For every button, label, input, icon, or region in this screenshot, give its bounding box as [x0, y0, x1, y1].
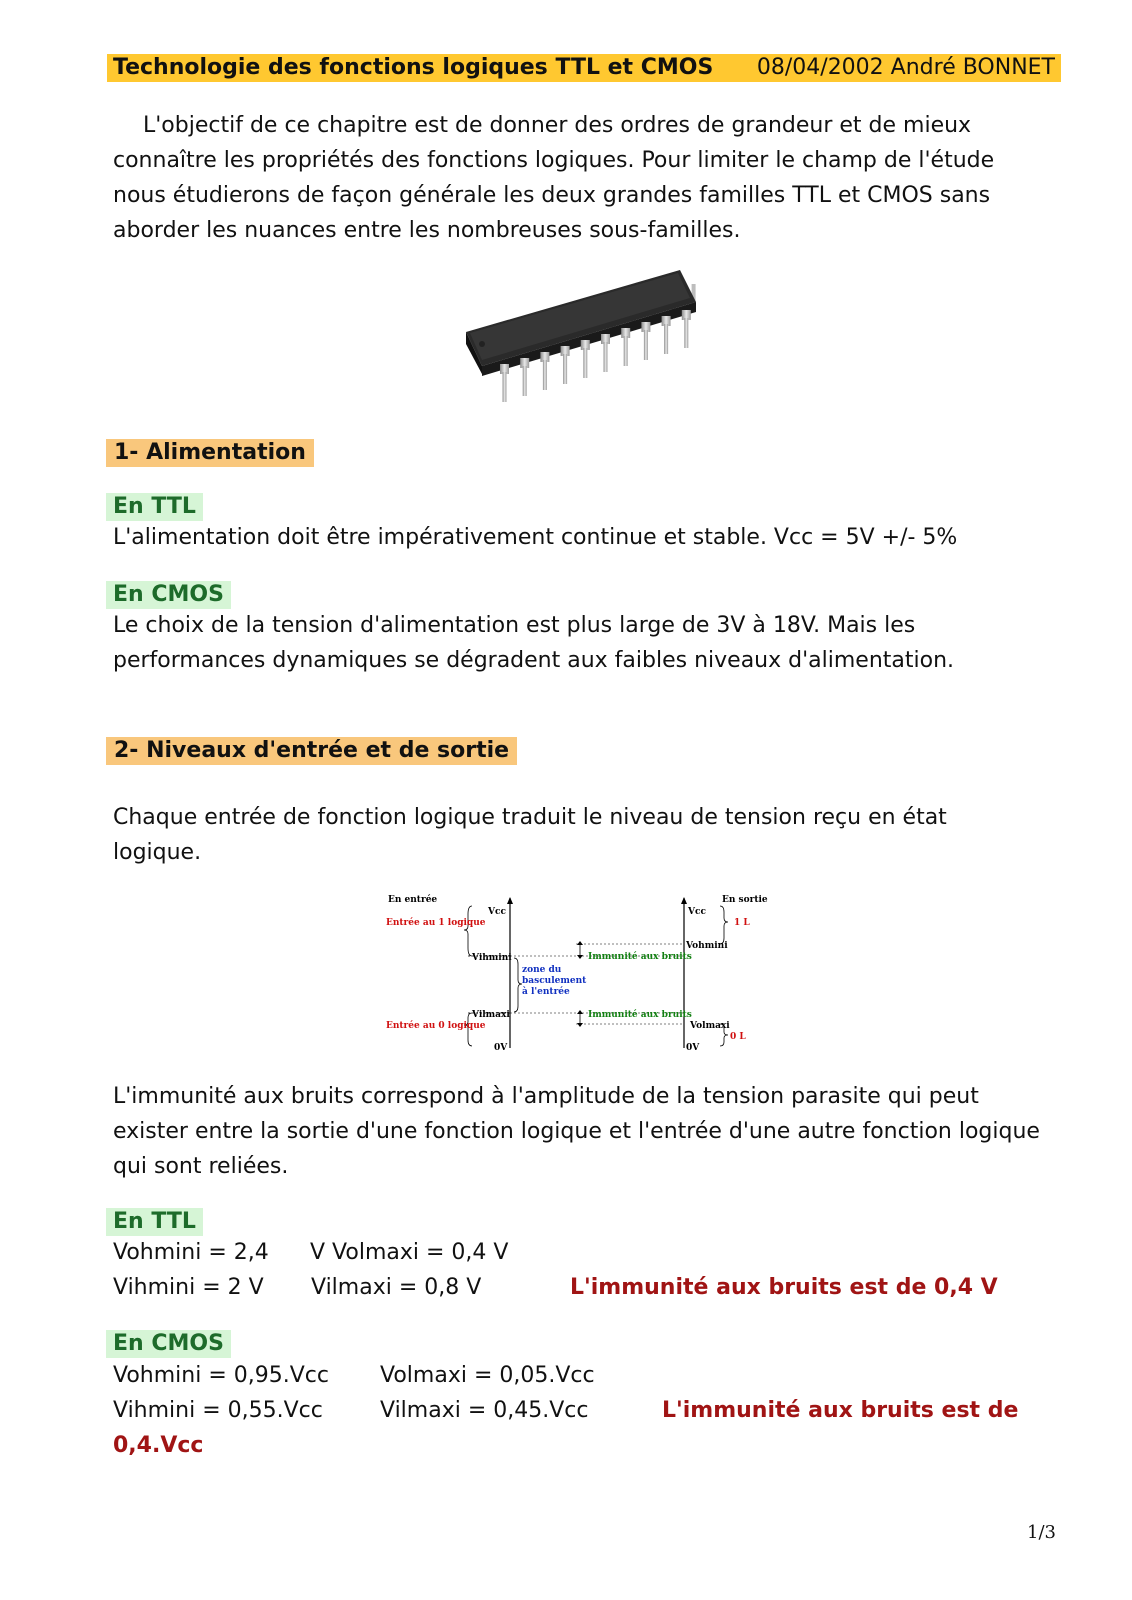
header-bar [107, 54, 1061, 82]
diagram-zone-line: zone du [522, 965, 562, 975]
chip-pin [621, 328, 630, 366]
ic-chip-illustration [460, 262, 710, 422]
cmos-volmaxi: Volmaxi = 0,05.Vcc [380, 1363, 595, 1388]
cmos-immunity-value: 0,4.Vcc [113, 1433, 204, 1458]
immunity-text: L'immunité aux bruits correspond à l'amplitude de la tension parasite qui peut [113, 1084, 979, 1109]
diagram-immunity-low: Immunité aux bruits [588, 1010, 692, 1020]
ttl-immunity-result: L'immunité aux bruits est de 0,4 V [570, 1275, 998, 1300]
chip-pin [682, 310, 691, 348]
diagram-output-low: 0 L [730, 1032, 746, 1042]
chip-pin [601, 334, 610, 372]
diagram-input-low: Entrée au 0 logique [386, 1021, 486, 1031]
intro-line: aborder les nuances entre les nombreuses sous-familles. [113, 218, 741, 243]
section2-title: 2- Niveaux d'entrée et de sortie [106, 737, 517, 765]
diagram-output-title: En sortie [722, 895, 768, 905]
diagram-zone-line: à l'entrée [522, 987, 570, 997]
intro-paragraph [113, 108, 1073, 248]
diagram-vilmaxi: Vilmaxi [472, 1010, 510, 1020]
diagram-vohmini: Vohmini [686, 941, 728, 951]
section1-ttl-label: En TTL [106, 493, 203, 521]
section2-cmos-label: En CMOS [106, 1330, 231, 1358]
ttl-vilmaxi: Vilmaxi = 0,8 V [311, 1275, 482, 1300]
section2-text: logique. [113, 840, 202, 865]
section1-ttl-text: L'alimentation doit être impérativement continue et stable. Vcc = 5V +/- 5% [113, 525, 958, 550]
ttl-vohmini: Vohmini = 2,4 [113, 1240, 269, 1265]
intro-line: L'objectif de ce chapitre est de donner des ordres de grandeur et de mieux [143, 113, 972, 138]
section1-cmos-text: performances dynamiques se dégradent aux faibles niveaux d'alimentation. [113, 648, 955, 673]
section1-title: 1- Alimentation [106, 439, 314, 467]
cmos-vihmini: Vihmini = 0,55.Vcc [113, 1398, 323, 1423]
diagram-immunity-high: Immunité aux bruits [588, 952, 692, 962]
diagram-vcc-in: Vcc [488, 907, 506, 917]
diagram-input-high: Entrée au 1 logique [386, 918, 486, 928]
ttl-vihmini: Vihmini = 2 V [113, 1275, 264, 1300]
immunity-text: exister entre la sortie d'une fonction logique et l'entrée d'une autre fonction logique [113, 1119, 1040, 1144]
document-title: Technologie des fonctions logiques TTL et CMOS [113, 55, 714, 80]
chip-pin [641, 322, 650, 360]
chip-pin [520, 358, 529, 396]
chip-pin [561, 346, 570, 384]
chip-pin [540, 352, 549, 390]
diagram-0v-in: 0V [494, 1043, 508, 1053]
diagram-vcc-out: Vcc [688, 907, 706, 917]
section2-text: Chaque entrée de fonction logique traduit le niveau de tension reçu en état [113, 805, 947, 830]
section1-cmos-label: En CMOS [106, 581, 231, 609]
diagram-output-high: 1 L [734, 918, 750, 928]
intro-line: nous étudierons de façon générale les deux grandes familles TTL et CMOS sans [113, 183, 991, 208]
intro-line: connaître les propriétés des fonctions logiques. Pour limiter le champ de l'étude [113, 148, 995, 173]
diagram-volmaxi: Volmaxi [690, 1021, 730, 1031]
immunity-text: qui sont reliées. [113, 1154, 289, 1179]
levels-diagram [380, 888, 780, 1060]
diagram-input-title: En entrée [388, 895, 438, 905]
chip-pin [581, 340, 590, 378]
section2-ttl-label: En TTL [106, 1208, 203, 1236]
page-number: 1/3 [1027, 1522, 1056, 1543]
diagram-0v-out: 0V [686, 1043, 700, 1053]
cmos-vohmini: Vohmini = 0,95.Vcc [113, 1363, 329, 1388]
chip-pin [500, 364, 509, 402]
diagram-vihmini: Vihmini [472, 953, 512, 963]
section1-cmos-text: Le choix de la tension d'alimentation est plus large de 3V à 18V. Mais les [113, 613, 916, 638]
date-author: 08/04/2002 André BONNET [756, 55, 1055, 80]
diagram-zone-line: basculement [522, 976, 587, 986]
chip-pin [662, 316, 671, 354]
ttl-volmaxi: V Volmaxi = 0,4 V [310, 1240, 509, 1265]
cmos-vilmaxi: Vilmaxi = 0,45.Vcc [380, 1398, 589, 1423]
cmos-immunity-result: L'immunité aux bruits est de [662, 1398, 1019, 1423]
